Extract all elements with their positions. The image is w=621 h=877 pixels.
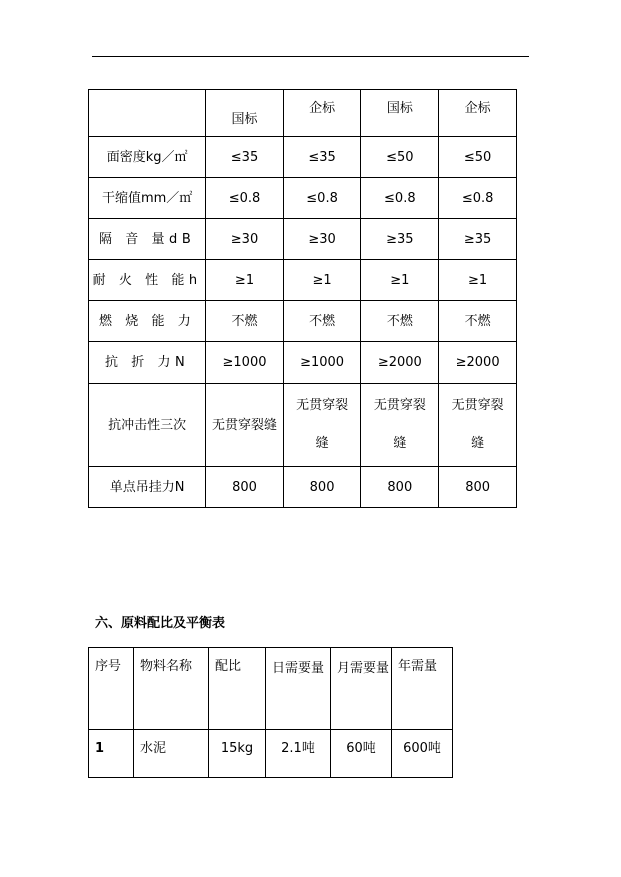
spec-header-row (89, 90, 517, 137)
spec-cell: ≥1 (439, 260, 517, 301)
spec-cell: ≥1000 (206, 342, 283, 384)
spec-row (89, 301, 517, 342)
spec-cell: 800 (283, 467, 361, 508)
spec-cell: ≥1 (206, 260, 283, 301)
mix-header-cell: 配比 (209, 648, 266, 730)
spec-row-label: 隔 音 量dB (89, 219, 206, 260)
spec-cell: ≤35 (283, 137, 361, 178)
mix-table (88, 647, 453, 778)
spec-row-label: 耐 火 性 能h (89, 260, 206, 301)
mix-header-cell: 年需量 (392, 648, 453, 730)
spec-row-label: 抗 折 力N (89, 342, 206, 384)
spec-row-label: 干缩值mm／㎡ (89, 178, 206, 219)
mix-cell: 15kg (209, 730, 266, 778)
mix-cell: 60吨 (331, 730, 392, 778)
spec-header-cell: 国标 (206, 90, 283, 137)
mix-row (89, 730, 453, 778)
spec-cell: ≤50 (361, 137, 439, 178)
mix-header-cell: 月需要量 (331, 648, 392, 730)
spec-row-label: 单点吊挂力N (89, 467, 206, 508)
spec-cell: ≥35 (439, 219, 517, 260)
spec-cell: ≤50 (439, 137, 517, 178)
mix-header-cell: 日需要量 (266, 648, 331, 730)
spec-cell: 无贯穿裂缝 (206, 384, 283, 467)
section-heading: 六、原料配比及平衡表 (95, 616, 226, 631)
spec-row (89, 178, 517, 219)
spec-cell: 不燃 (283, 301, 361, 342)
spec-cell: ≤0.8 (361, 178, 439, 219)
mix-header-row (89, 648, 453, 730)
header-rule (92, 56, 529, 57)
spec-cell: 无贯穿裂缝 (283, 384, 361, 467)
spec-table (88, 89, 517, 508)
mix-header-cell: 物料名称 (134, 648, 209, 730)
spec-header-empty (89, 90, 206, 137)
spec-row-label: 面密度kg／㎡ (89, 137, 206, 178)
spec-cell: ≥2000 (439, 342, 517, 384)
mix-cell: 1 (89, 730, 134, 778)
spec-cell: 800 (206, 467, 283, 508)
spec-header-cell: 国标 (361, 90, 439, 137)
spec-cell: 无贯穿裂缝 (361, 384, 439, 467)
spec-header-cell: 企标 (439, 90, 517, 137)
spec-cell: ≥1 (283, 260, 361, 301)
mix-cell: 2.1吨 (266, 730, 331, 778)
spec-row-label: 燃 烧 能 力 (89, 301, 206, 342)
spec-row (89, 467, 517, 508)
spec-cell: ≥2000 (361, 342, 439, 384)
spec-cell: 不燃 (361, 301, 439, 342)
spec-cell: ≥30 (283, 219, 361, 260)
spec-row (89, 342, 517, 384)
spec-cell: ≥35 (361, 219, 439, 260)
spec-cell: 不燃 (206, 301, 283, 342)
spec-row (89, 219, 517, 260)
spec-cell: ≤0.8 (206, 178, 283, 219)
spec-cell: ≤0.8 (439, 178, 517, 219)
spec-cell: ≥1 (361, 260, 439, 301)
mix-cell: 水泥 (134, 730, 209, 778)
mix-header-cell: 序号 (89, 648, 134, 730)
spec-cell: 无贯穿裂缝 (439, 384, 517, 467)
mix-cell: 600吨 (392, 730, 453, 778)
spec-header-cell: 企标 (283, 90, 361, 137)
spec-cell: 800 (361, 467, 439, 508)
spec-row (89, 384, 517, 467)
spec-cell: ≤35 (206, 137, 283, 178)
spec-cell: ≥30 (206, 219, 283, 260)
spec-row (89, 137, 517, 178)
spec-cell: 不燃 (439, 301, 517, 342)
spec-cell: ≤0.8 (283, 178, 361, 219)
spec-cell: 800 (439, 467, 517, 508)
spec-row-label: 抗冲击性三次 (89, 384, 206, 467)
spec-row (89, 260, 517, 301)
spec-cell: ≥1000 (283, 342, 361, 384)
